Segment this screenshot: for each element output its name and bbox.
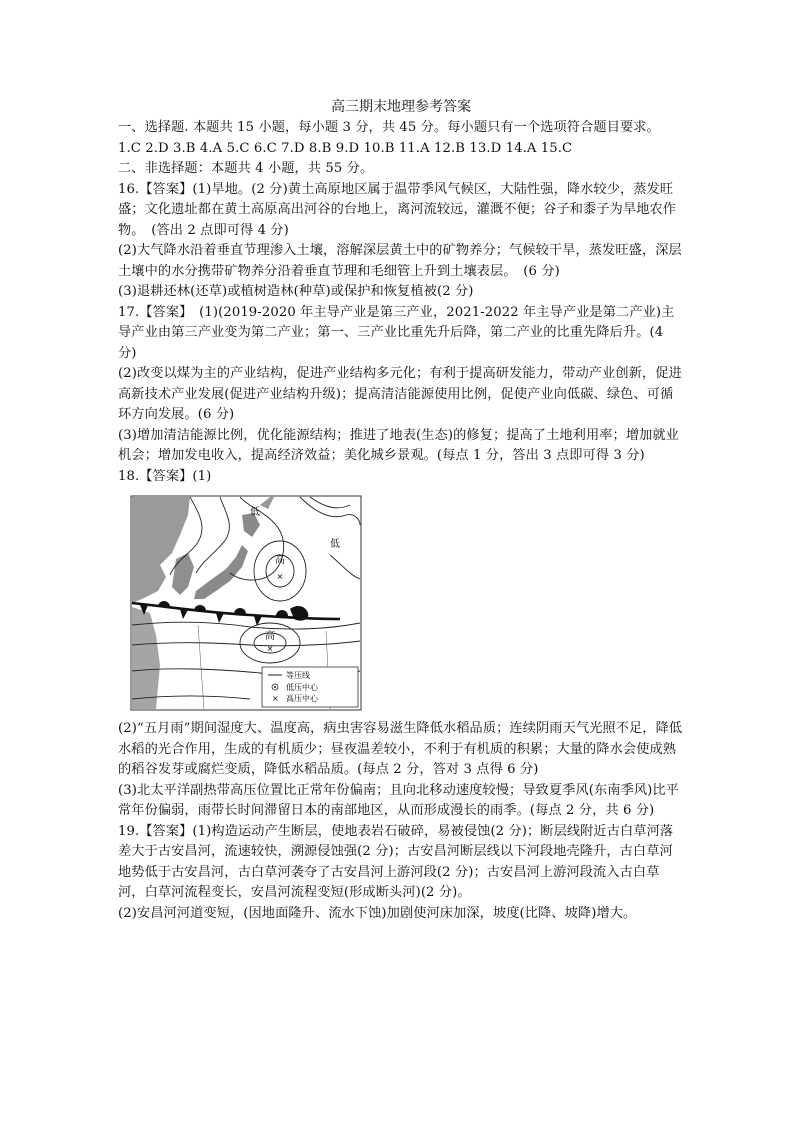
legend-high: 高压中心 (286, 694, 318, 703)
q16-part3: (3)退耕还林(还草)或植树造林(种草)或保护和恢复植被(2 分) (118, 284, 474, 299)
page-title: 高三期末地理参考答案 (331, 99, 471, 115)
q18-part3: (3)北太平洋副热带高压位置比正常年份偏南；且向北移动速度较慢；导致夏季风(东南季风)比平常年份偏弱，雨带长时间滞留日本的南部地区，从而形成漫长的雨季。(每点 2 分，共 6 分) (118, 782, 679, 818)
weather-map-figure (130, 495, 362, 711)
high-center-mark-2: × (266, 644, 274, 653)
q18-part2: (2)“五月雨”期间湿度大、温度高，病虫害容易滋生降低水稻品质；连续阴雨天气光照不足，降低水稻的光合作用，生成的有机质少；昼夜温差较小，不利于有机质的积累；大量的降水会使成熟的稻谷发芽或腐烂变质，降低水稻品质。(每点 2 分，答对 3 点得 6 分) (118, 721, 683, 777)
section1-heading: 一、选择题. 本题共 15 小题，每小题 3 分，共 45 分。每小题只有一个选项符合题目要求。 (118, 120, 660, 135)
answer-sheet (118, 92, 684, 924)
section2-heading: 二、非选择题：本题共 4 小题，共 55 分。 (118, 161, 374, 176)
high-center-mark-1: × (276, 572, 284, 581)
legend-low: 低压中心 (286, 683, 318, 692)
low-pressure-label-2: 低 (330, 539, 340, 550)
q17-part2: (2)改变以煤为主的产业结构，促进产业结构多元化；有利于提高研发能力，带动产业创新，促进高新技术产业发展(促进产业结构升级)；提高清洁能源使用比例，促使产业向低碳、绿色、可循环方向发展。(6 分) (118, 366, 682, 422)
q17-part1: 17.【答案】 (1)(2019-2020 年主导产业是第三产业，2021-2022 年主导产业是第二产业)主导产业由第三产业变为第二产业；第一、三产业比重先升后降，第二产业的比重先降后升。(4 分) (118, 304, 675, 361)
legend-isobar: 等压线 (286, 671, 310, 680)
q17-part3: (3)增加清洁能源比例，优化能源结构；推进了地表(生态)的修复；提高了土地利用率；增加就业机会；增加发电收入，提高经济效益；美化城乡景观。(每点 1 分，答出 3 点即可得 3 分) (118, 427, 679, 463)
high-pressure-label-1: 高 (275, 555, 285, 566)
high-pressure-label-2: 高 (265, 631, 275, 642)
low-pressure-label-1: 低 (250, 507, 260, 518)
map-legend (262, 667, 358, 707)
q16-part1: 16.【答案】(1)旱地。(2 分)黄土高原地区属于温带季风气候区，大陆性强，降水较少，蒸发旺盛；文化遗址都在黄土高原高出河谷的台地上，离河流较远，灌溉不便；谷子和黍子为旱地农作物。 (答出 2 点即可得 4 分) (118, 181, 677, 238)
legend-high-mark: × (272, 694, 279, 703)
weather-map (130, 495, 362, 711)
q19-part1: 19.【答案】(1)构造运动产生断层，使地表岩石破碎，易被侵蚀(2 分)；断层线附近古白草河落差大于古安昌河，流速较快，溯源侵蚀强(2 分)；古安昌河断层线以下河段地壳隆升，古白草河地势低于古安昌河，古白草河袭夺了古安昌河上游河段(2 分)；古安昌河上游河段流入古白草河，白草河流程变长，安昌河流程变短(形成断头河)(2 分)。 (118, 823, 674, 900)
q18-part1: 18.【答案】(1) (118, 468, 212, 484)
section1-answers: 1.C 2.D 3.B 4.A 5.C 6.C 7.D 8.B 9.D 10.B 11.A 12.B 13.D 14.A 15.C (118, 140, 573, 156)
q16-part2: (2)大气降水沿着垂直节理渗入土壤，溶解深层黄土中的矿物养分；气候较干旱，蒸发旺盛，深层土壤中的水分携带矿物养分沿着垂直节理和毛细管上升到土壤表层。 (6 分) (118, 243, 682, 279)
q19-part2: (2)安昌河河道变短，(因地面隆升、流水下蚀)加剧使河床加深，坡度(比降、坡降)增大。 (118, 905, 637, 921)
